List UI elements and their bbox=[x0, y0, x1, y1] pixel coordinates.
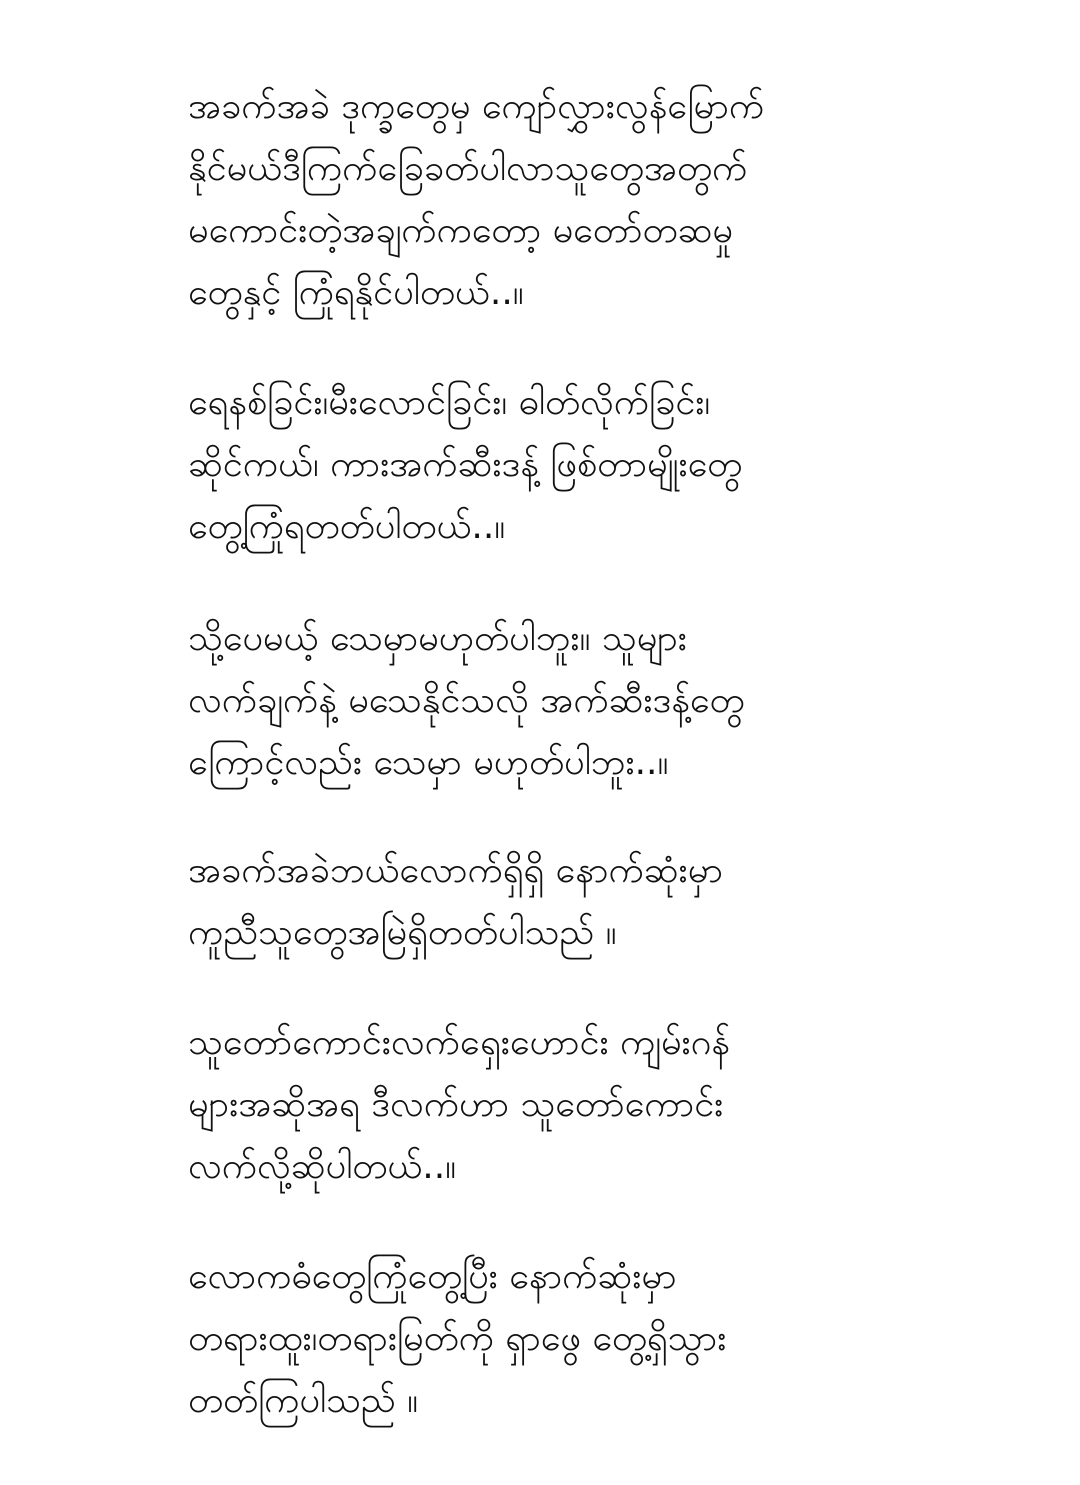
paragraph-line: ကြောင့်လည်း သေမှာ မဟုတ်ပါဘူး..။ bbox=[188, 742, 669, 783]
paragraph-line: တတ်ကြပါသည် ။ bbox=[188, 1380, 419, 1421]
paragraph-line: တွေ့ကြုံရတတ်ပါတယ်..။ bbox=[188, 506, 506, 547]
paragraph-line: လက်ချက်နဲ့ မသေနိုင်သလို အက်ဆီးဒန့်တွေ bbox=[188, 680, 745, 721]
paragraph-line: အခက်အခဲဘယ်လောက်ရှိရှိ နောက်ဆုံးမှာ bbox=[188, 850, 724, 891]
paragraph-line: တရားထူး၊တရားမြတ်ကို ရှာဖွေ တွေ့ရှိသွား bbox=[188, 1318, 727, 1359]
paragraph-line: တွေနှင့် ကြုံရနိုင်ပါတယ်..။ bbox=[188, 272, 524, 313]
paragraph-line: မကောင်းတဲ့အချက်ကတော့ မတော်တဆမှု bbox=[188, 210, 733, 251]
paragraph-line: ကူညီသူတွေအမြဲရှိတတ်ပါသည် ။ bbox=[188, 912, 617, 953]
paragraph-2 bbox=[188, 372, 948, 558]
paragraph-6 bbox=[188, 1246, 948, 1432]
paragraph-line: သူတော်ကောင်းလက်ရှေးဟောင်း ကျမ်းဂန် bbox=[188, 1022, 730, 1063]
paragraph-line: နိုင်မယ်ဒီကြက်ခြေခတ်ပါလာသူတွေအတွက် bbox=[188, 148, 748, 189]
paragraph-5 bbox=[188, 1012, 948, 1198]
paragraph-line: လောကဓံတွေကြုံတွေ့ပြီး နောက်ဆုံးမှာ bbox=[188, 1256, 677, 1297]
paragraph-line: သို့ပေမယ့် သေမှာမဟုတ်ပါဘူး။ သူများ bbox=[188, 618, 687, 659]
paragraph-line: အခက်အခဲ ဒုက္ခတွေမှ ကျော်လွှားလွန်မြောက် bbox=[188, 86, 765, 127]
paragraph-line: ဆိုင်ကယ်၊ ကားအက်ဆီးဒန့် ဖြစ်တာမျိုးတွေ bbox=[188, 444, 743, 485]
paragraph-4 bbox=[188, 840, 948, 964]
paragraph-3 bbox=[188, 608, 948, 794]
paragraph-line: လက်လို့ဆိုပါတယ်..။ bbox=[188, 1146, 457, 1187]
paragraph-1 bbox=[188, 76, 948, 324]
paragraph-line: များအဆိုအရ ဒီလက်ဟာ သူတော်ကောင်း bbox=[188, 1084, 724, 1125]
paragraph-line: ရေနစ်ခြင်း၊မီးလောင်ခြင်း၊ ဓါတ်လိုက်ခြင်း၊ bbox=[188, 382, 711, 423]
